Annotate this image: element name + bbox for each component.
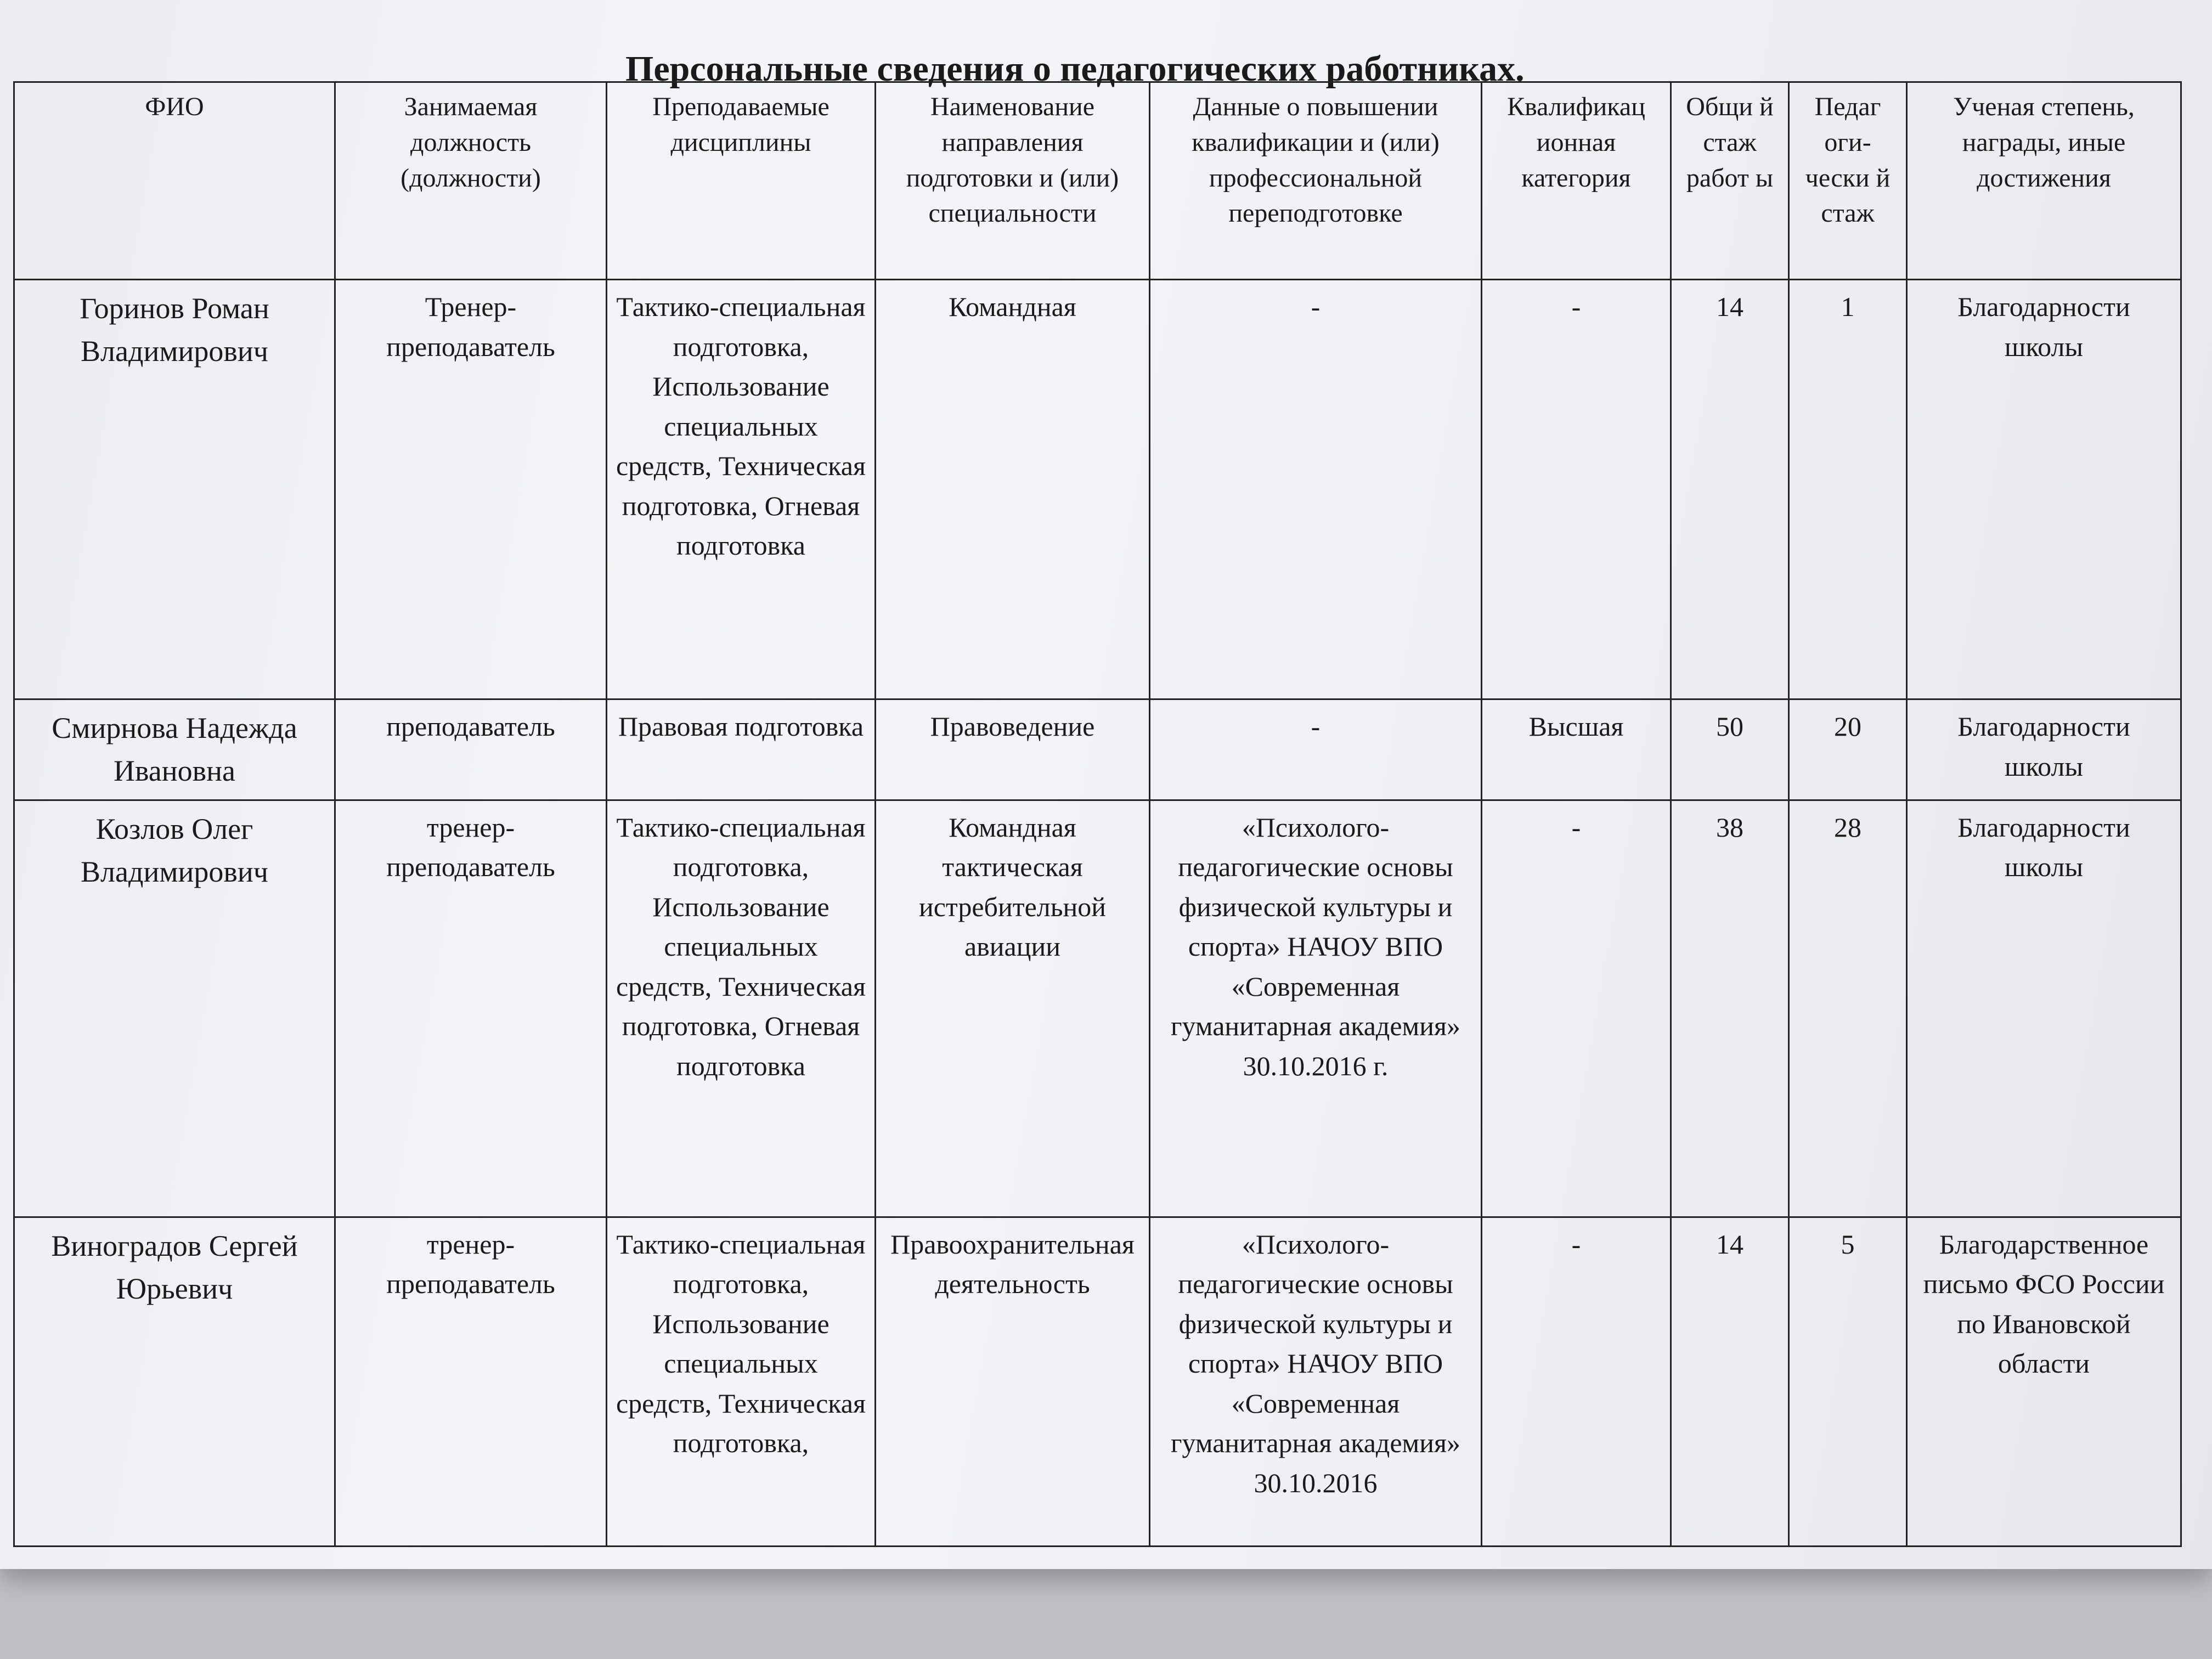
staff-table <box>13 81 2182 1547</box>
cell-specialty: Правоведение <box>876 699 1150 800</box>
cell-awards: Благодарности школы <box>1907 699 2181 800</box>
cell-specialty: Командная <box>876 280 1150 699</box>
cell-name: Горинов Роман Владимирович <box>14 280 335 699</box>
header-total-exp: Общи й стаж работ ы <box>1671 82 1789 280</box>
cell-name: Смирнова Надежда Ивановна <box>14 699 335 800</box>
cell-training: «Психолого-педагогические основы физической культуры и спорта» НАЧОУ ВПО «Современная гуманитарная академия» 30.10.2016 г. <box>1150 800 1482 1217</box>
cell-name: Козлов Олег Владимирович <box>14 800 335 1217</box>
header-awards: Ученая степень, награды, иные достижения <box>1907 82 2181 280</box>
cell-disciplines: Тактико-специальная подготовка, Использование специальных средств, Техническая подготовка, <box>607 1217 876 1546</box>
cell-position: тренер-преподаватель <box>335 800 607 1217</box>
cell-awards: Благодарности школы <box>1907 280 2181 699</box>
cell-training: «Психолого-педагогические основы физической культуры и спорта» НАЧОУ ВПО «Современная гуманитарная академия» 30.10.2016 <box>1150 1217 1482 1546</box>
cell-specialty: Командная тактическая истребительной авиации <box>876 800 1150 1217</box>
cell-ped-exp: 28 <box>1789 800 1907 1217</box>
cell-category: - <box>1482 1217 1671 1546</box>
cell-category: Высшая <box>1482 699 1671 800</box>
cell-ped-exp: 20 <box>1789 699 1907 800</box>
cell-total-exp: 14 <box>1671 1217 1789 1546</box>
header-position: Занимаемая должность (должности) <box>335 82 607 280</box>
header-row <box>14 82 2181 280</box>
cell-total-exp: 50 <box>1671 699 1789 800</box>
header-category: Квалификац ионная категория <box>1482 82 1671 280</box>
cell-category: - <box>1482 280 1671 699</box>
cell-awards: Благодарственное письмо ФСО России по Ивановской области <box>1907 1217 2181 1546</box>
table-row <box>14 1217 2181 1546</box>
cell-ped-exp: 5 <box>1789 1217 1907 1546</box>
header-training: Данные о повышении квалификации и (или) профессиональной переподготовке <box>1150 82 1482 280</box>
cell-total-exp: 14 <box>1671 280 1789 699</box>
cell-training: - <box>1150 699 1482 800</box>
cell-name: Виноградов Сергей Юрьевич <box>14 1217 335 1546</box>
cell-awards: Благодарности школы <box>1907 800 2181 1217</box>
cell-disciplines: Тактико-специальная подготовка, Использование специальных средств, Техническая подготовка, Огневая подготовка <box>607 280 876 699</box>
header-disciplines: Преподаваемые дисциплины <box>607 82 876 280</box>
table-row <box>14 800 2181 1217</box>
document-title: Персональные сведения о педагогических работниках. <box>625 49 1525 89</box>
header-specialty: Наименование направления подготовки и (или) специальности <box>876 82 1150 280</box>
cell-total-exp: 38 <box>1671 800 1789 1217</box>
cell-training: - <box>1150 280 1482 699</box>
header-ped-exp: Педаг оги- чески й стаж <box>1789 82 1907 280</box>
table-row <box>14 280 2181 699</box>
cell-position: преподаватель <box>335 699 607 800</box>
cell-position: тренер-преподаватель <box>335 1217 607 1546</box>
header-fio: ФИО <box>14 82 335 280</box>
table-row <box>14 699 2181 800</box>
cell-disciplines: Тактико-специальная подготовка, Использование специальных средств, Техническая подготовка, Огневая подготовка <box>607 800 876 1217</box>
cell-category: - <box>1482 800 1671 1217</box>
cell-ped-exp: 1 <box>1789 280 1907 699</box>
cell-disciplines: Правовая подготовка <box>607 699 876 800</box>
cell-specialty: Правоохранительная деятельность <box>876 1217 1150 1546</box>
cell-position: Тренер-преподаватель <box>335 280 607 699</box>
